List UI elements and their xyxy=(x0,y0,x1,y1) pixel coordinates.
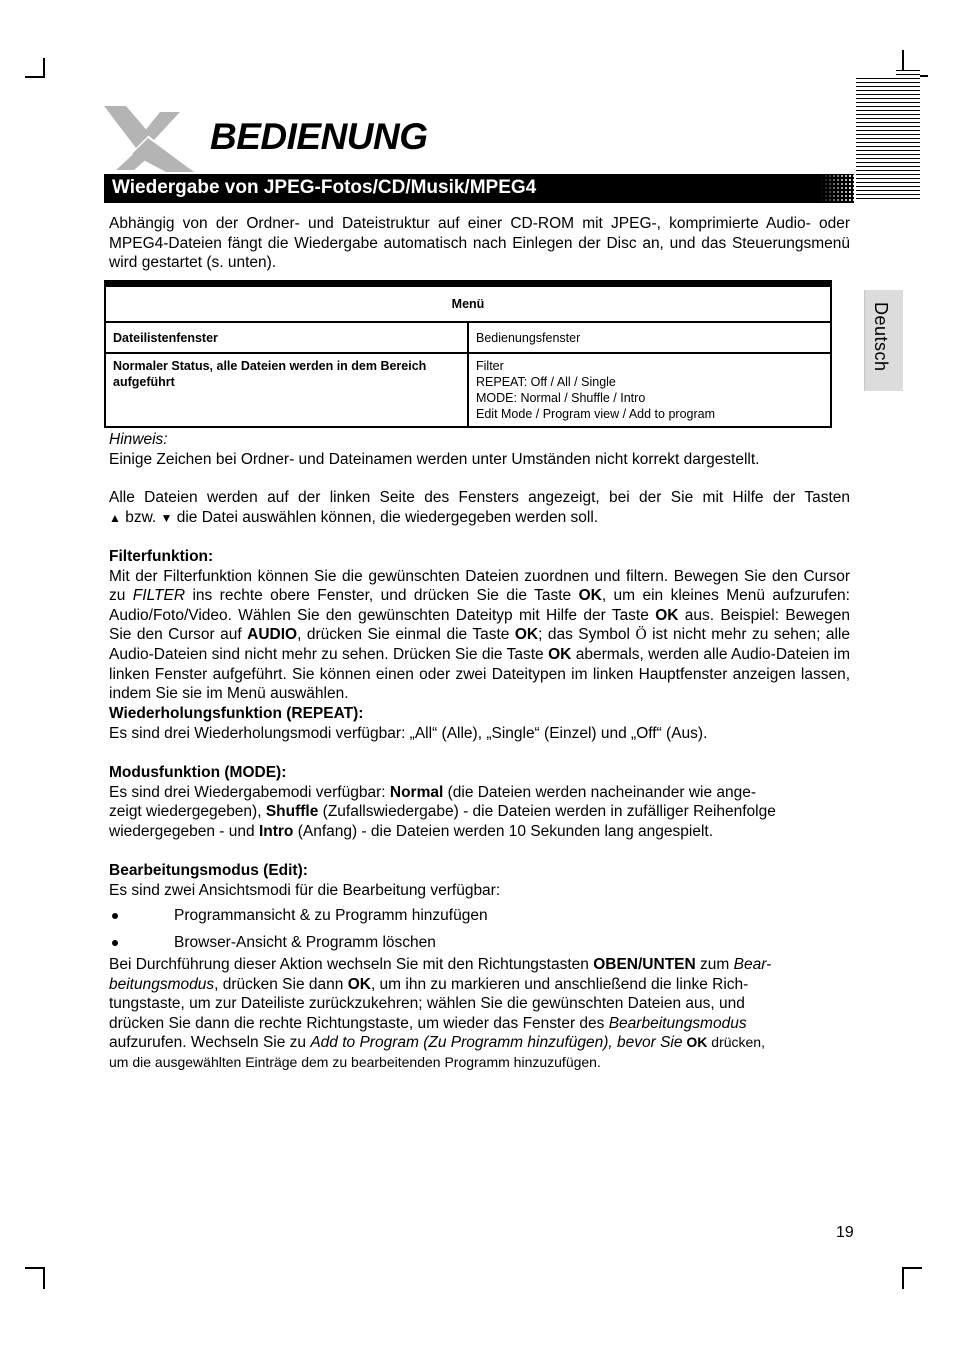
mode-heading: Modusfunktion (MODE): xyxy=(109,764,287,781)
filter-section xyxy=(109,547,850,704)
decorative-stripes xyxy=(856,70,920,200)
edit-heading: Bearbeitungsmodus (Edit): xyxy=(109,862,308,879)
note-label: Hinweis: xyxy=(109,431,168,448)
page-number: 19 xyxy=(836,1224,854,1241)
edit-section xyxy=(109,861,850,900)
file-list-status: Normaler Status, alle Dateien werden in dem Bereich aufgeführt xyxy=(105,353,468,427)
dot-pattern xyxy=(820,174,854,203)
option-filter: Filter xyxy=(476,359,504,373)
crop-mark-top-left xyxy=(25,76,45,78)
file-navigation-paragraph: Alle Dateien werden auf der linken Seite des Fensters angezeigt, bei der Sie mit Hilfe der Tasten ▲ bzw. ▼ die Datei auswählen können, die wiedergegeben werden soll. xyxy=(109,489,850,526)
option-mode: MODE: Normal / Shuffle / Intro xyxy=(476,391,646,405)
section-heading: Wiedergabe von JPEG-Fotos/CD/Musik/MPEG4 xyxy=(112,177,537,198)
edit-text: Es sind zwei Ansichtsmodi für die Bearbeitung verfügbar: xyxy=(109,881,501,899)
repeat-text: Es sind drei Wiederholungsmodi verfügbar: „All“ (Alle), „Single“ (Einzel) und „Off“ (Aus). xyxy=(109,724,708,742)
menu-table xyxy=(104,280,832,428)
menu-table-header: Menü xyxy=(105,284,831,323)
edit-instructions: Bei Durchführung dieser Aktion wechseln Sie mit den Richtungstasten OBEN/UNTEN zum Bear- beitungsmodus, drücken Sie dann OK, um ihn zu markieren und anschließend die linke Rich- tungstaste, um zur Dateiliste zurückzukehren; wählen Sie die gewünschten Dateien aus, und drücken Sie dann die rechte Richtungstaste, um wieder das Fenster des Bearbeitungsmodus aufzurufen. Wechseln Sie zu Add to Program (Zu Programm hinzufügen), bevor Sie OK drücken, um die ausgewählten Einträge dem zu bearbeitenden Programm hinzuzufügen. xyxy=(109,956,772,1070)
option-repeat: REPEAT: Off / All / Single xyxy=(476,375,616,389)
page-title: BEDIENUNG xyxy=(210,116,428,157)
section-heading-bar xyxy=(104,174,854,203)
crop-mark-bottom-left xyxy=(25,1267,45,1269)
up-arrow-icon: ▲ xyxy=(109,510,121,525)
note-text: Einige Zeichen bei Ordner- und Dateinamen werden unter Umständen nicht korrekt dargestellt. xyxy=(109,450,760,468)
note-block xyxy=(109,430,850,469)
crop-mark-bottom-right xyxy=(902,1267,922,1269)
control-window-options xyxy=(468,353,831,427)
filter-heading: Filterfunktion: xyxy=(109,548,214,565)
option-edit-mode: Edit Mode / Program view / Add to program xyxy=(476,407,715,421)
filter-text: Mit der Filterfunktion können Sie die gewünschten Dateien zuordnen und filtern. Bewegen Sie den Cursor zu FILTER ins rechte obere Fenster, und drücken Sie die Taste OK, um ein kleines Menü aufzurufen: Audio/Foto/Video. Wählen Sie den gewünschten Dateityp mit Hilfe der Taste OK aus. Beispiel: Bewegen Sie den Cursor auf AUDIO, drücken Sie einmal die Taste OK; das Symbol Ö ist nicht mehr zu sehen; alle Audio-Dateien sind nicht mehr zu sehen. Drücken Sie die Taste OK abermals, werden alle Audio-Dateien im linken Fenster aufgeführt. Sie können einen oder zwei Dateitypen im linken Hauptfenster anzeigen lassen, indem Sie sie im Menü auswählen. xyxy=(109,567,851,703)
crop-mark-bottom-left xyxy=(43,1267,45,1289)
repeat-heading: Wiederholungsfunktion (REPEAT): xyxy=(109,705,364,722)
brand-logo-icon xyxy=(102,104,202,174)
bullet-icon xyxy=(112,913,118,919)
crop-mark-bottom-right xyxy=(902,1267,904,1289)
file-list-window-header: Dateilistenfenster xyxy=(105,322,468,353)
intro-paragraph: Abhängig von der Ordner- und Dateistruktur auf einer CD-ROM mit JPEG-, komprimierte Audio- oder MPEG4-Dateien fängt die Wiedergabe automatisch nach Einlegen der Disc an, und das Steuerungsmenü wird gestartet (s. unten). xyxy=(109,215,850,272)
down-arrow-icon: ▼ xyxy=(160,510,173,525)
control-window-header: Bedienungsfenster xyxy=(468,322,831,353)
repeat-section xyxy=(109,704,850,743)
mode-section: Modusfunktion (MODE): Es sind drei Wiedergabemodi verfügbar: Normal (die Dateien werden nacheinander wie ange- zeigt wiedergegeben), Shuffle (Zufallswiedergabe) - die Dateien werden in zufälliger Reihenfolge wiedergegeben - und Intro (Anfang) - die Dateien werden 10 Sekunden lang angespielt. xyxy=(109,764,776,840)
language-tab xyxy=(864,290,903,391)
bullet-icon xyxy=(112,940,118,946)
crop-mark-top-left xyxy=(43,58,45,78)
language-tab-label: Deutsch xyxy=(871,302,891,372)
